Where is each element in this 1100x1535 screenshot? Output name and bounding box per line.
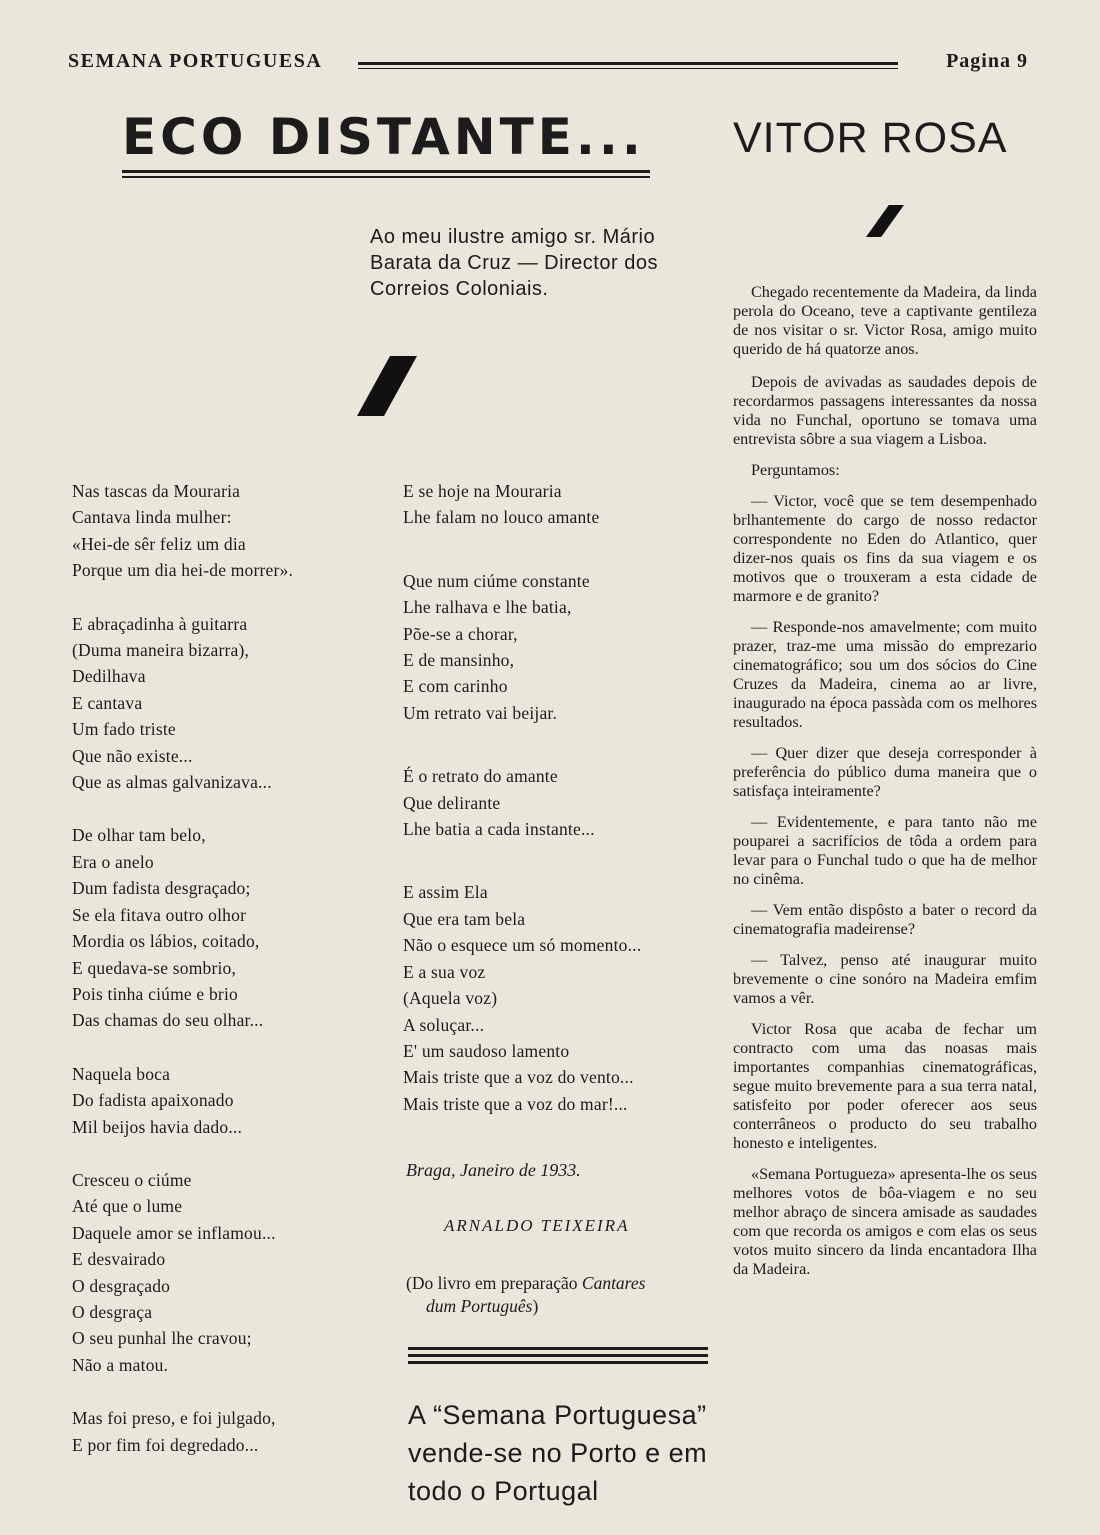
poem-line: E cantava xyxy=(72,692,143,713)
header-rule-thin xyxy=(358,68,898,69)
poem-line: Que as almas galvanizava... xyxy=(72,772,272,793)
poem-title-underline-2 xyxy=(122,176,650,178)
poem-column-1 xyxy=(72,478,293,1485)
poem-line: E abraçadinha à guitarra xyxy=(72,613,248,634)
poem-line: Cresceu o ciúme xyxy=(72,1169,192,1190)
article-paragraph: Depois de avivadas as saudades depois de recordarmos passagens interessantes da nossa vida no Funchal, oportuno se tomava uma entrevista sôbre a sua viagem a Lisboa. xyxy=(733,373,1037,448)
poem-line: Lhe ralhava e lhe batia, xyxy=(403,597,572,618)
poem-line: O desgraçado xyxy=(72,1275,171,1296)
stanza xyxy=(403,568,641,726)
poem-title-underline xyxy=(122,170,650,173)
poem-line: Naquela boca xyxy=(72,1063,171,1084)
poem-line: Que delirante xyxy=(403,792,501,813)
poem-author: ARNALDO TEIXEIRA xyxy=(444,1216,630,1235)
stanza xyxy=(72,822,293,1033)
source-suffix: ) xyxy=(532,1296,539,1316)
poem-column-2 xyxy=(403,478,641,1144)
stanza xyxy=(72,1167,293,1378)
page-number: Pagina 9 xyxy=(946,50,1028,72)
poem-line: Até que o lume xyxy=(72,1196,183,1217)
book-source xyxy=(406,1272,645,1318)
poem-line: (Duma maneira bizarra), xyxy=(72,640,250,661)
poem-line: Não a matou. xyxy=(72,1354,169,1375)
poem-line: Daquele amor se inflamou... xyxy=(72,1222,276,1243)
source-book-1: Cantares xyxy=(581,1273,646,1293)
poem-line: Do fadista apaixonado xyxy=(72,1090,234,1111)
poem-line: Nas tascas da Mouraria xyxy=(72,481,241,501)
poem-line: E se hoje na Mouraria xyxy=(403,481,562,501)
article-paragraph: «Semana Portugueza» apresenta-lhe os seus melhores votos de bôa-viagem e no seu melhor abraço de sincera amisade as saudades com que recorda os amigos e com elas os seus votos muito sincero da linda encantadora Ilha da Madeira. xyxy=(733,1165,1037,1278)
sale-rule-3 xyxy=(408,1361,708,1364)
poem-line: Dedilhava xyxy=(72,666,146,687)
article-paragraph: — Victor, você que se tem desempenhado brlhantemente do cargo de nosso redactor correspondente no Eden do Atlantico, quer dizer-nos quais os fins da sua viagem e os motivos que o trouxeram a esta cidade de marmore e de granito? xyxy=(733,492,1037,605)
poem-line: Que era tam bela xyxy=(403,908,526,929)
poem-line: Mil beijos havia dado... xyxy=(72,1116,243,1137)
poem-line: Lhe batia a cada instante... xyxy=(403,819,595,840)
decorative-slash-small xyxy=(866,205,904,237)
poem-line: Que não existe... xyxy=(72,745,193,766)
article-paragraph: — Quer dizer que deseja corresponder à preferência do público duma maneira que o satisfaça inteiramente? xyxy=(733,744,1037,800)
poem-line: Das chamas do seu olhar... xyxy=(72,1010,264,1031)
sale-notice: A “Semana Portuguesa” vende-se no Porto e em todo o Portugal xyxy=(408,1400,708,1506)
article-paragraph: — Evidentemente, e para tanto não me pouparei a sacrifícios de tôda a ordem para levar para o Funchal tudo o que ha de melhor no cinêma. xyxy=(733,813,1037,888)
stanza xyxy=(403,763,641,842)
poem-line: Lhe falam no louco amante xyxy=(403,507,600,528)
poem-line: E desvairado xyxy=(72,1249,166,1270)
header-rule xyxy=(358,62,898,65)
poem-line: E quedava-se sombrio, xyxy=(72,957,237,978)
dedication: Ao meu ilustre amigo sr. Mário Barata da Cruz — Director dos Correios Coloniais. xyxy=(370,226,658,300)
poem-line: E assim Ela xyxy=(403,882,488,903)
poem-line: E com carinho xyxy=(403,676,508,697)
running-title: SEMANA PORTUGUESA xyxy=(68,50,323,72)
poem-line: «Hei-de sêr feliz um dia xyxy=(72,533,246,554)
poem-line: E a sua voz xyxy=(403,961,486,982)
stanza xyxy=(72,1061,293,1140)
article-paragraph: Victor Rosa que acaba de fechar um contracto com uma das noasas mais importantes companhias cinematográficas, segue muito brevemente para a sua terra natal, satisfeito por poder oferecer aos seus conterrâneos o producto do seu trabalho honesto e inteligentes. xyxy=(733,1020,1037,1152)
poem-line: É o retrato do amante xyxy=(403,766,558,787)
source-prefix: (Do livro em preparação xyxy=(406,1273,582,1293)
poem-line: Porque um dia hei-de morrer». xyxy=(72,560,294,581)
poem-line: Um fado triste xyxy=(72,719,176,740)
poem-line: Mais triste que a voz do mar!... xyxy=(403,1093,628,1114)
article-paragraph: Perguntamos: xyxy=(751,461,840,479)
article-paragraph: — Talvez, penso até inaugurar muito brevemente o cine sonóro na Madeira emfim vamos a vêr. xyxy=(733,951,1037,1007)
poem-line: Cantava linda mulher: xyxy=(72,507,232,528)
poem-line: Era o anelo xyxy=(72,851,154,872)
poem-line: Mas foi preso, e foi julgado, xyxy=(72,1408,276,1429)
article-paragraph: — Responde-nos amavelmente; com muito prazer, traz-me uma missão do emprezario cinematográfico; sou um dos sócios do Cine Cruzes da Madeira, cinema ao ar livre, inaugurado na época passàda com os melhores resultados. xyxy=(733,618,1037,731)
stanza xyxy=(403,478,641,531)
stanza xyxy=(72,478,293,584)
poem-title: ECO DISTANTE... xyxy=(122,108,645,166)
poem-line: Mordia os lábios, coitado, xyxy=(72,931,260,952)
source-book-2: dum Português xyxy=(426,1296,533,1316)
stanza xyxy=(403,879,641,1117)
article-title: VITOR ROSA xyxy=(733,114,1008,162)
poem-line: O seu punhal lhe cravou; xyxy=(72,1328,252,1349)
article-paragraph: — Vem então dispôsto a bater o record da cinematografia madeirense? xyxy=(733,901,1037,938)
stanza xyxy=(72,1405,293,1458)
decorative-slash xyxy=(357,356,417,416)
stanza xyxy=(72,611,293,796)
sale-rule-2 xyxy=(408,1354,708,1357)
poem-line: Que num ciúme constante xyxy=(403,570,590,591)
poem-line: (Aquela voz) xyxy=(403,988,498,1009)
poem-line: O desgraça xyxy=(72,1301,153,1322)
poem-line: Não o esquece um só momento... xyxy=(403,935,642,956)
poem-line: E de mansinho, xyxy=(403,650,515,671)
article-body xyxy=(733,283,1037,1289)
poem-line: A soluçar... xyxy=(403,1014,485,1035)
poem-line: E' um saudoso lamento xyxy=(403,1040,570,1061)
poem-line: Dum fadista desgraçado; xyxy=(72,878,251,899)
poem-line: Mais triste que a voz do vento... xyxy=(403,1067,634,1088)
poem-line: Um retrato vai beijar. xyxy=(403,702,558,723)
article-paragraph: Chegado recentemente da Madeira, da linda perola do Oceano, teve a captivante gentileza de nos visitar o sr. Victor Rosa, amigo muito querido de há quatorze anos. xyxy=(733,283,1037,358)
poem-line: E por fim foi degredado... xyxy=(72,1434,259,1455)
poem-line: Se ela fitava outro olhor xyxy=(72,904,247,925)
poem-line: De olhar tam belo, xyxy=(72,825,206,846)
poem-line: Põe-se a chorar, xyxy=(403,623,518,644)
place-date: Braga, Janeiro de 1933. xyxy=(406,1160,581,1180)
poem-line: Pois tinha ciúme e brio xyxy=(72,983,238,1004)
sale-rule-1 xyxy=(408,1347,708,1350)
